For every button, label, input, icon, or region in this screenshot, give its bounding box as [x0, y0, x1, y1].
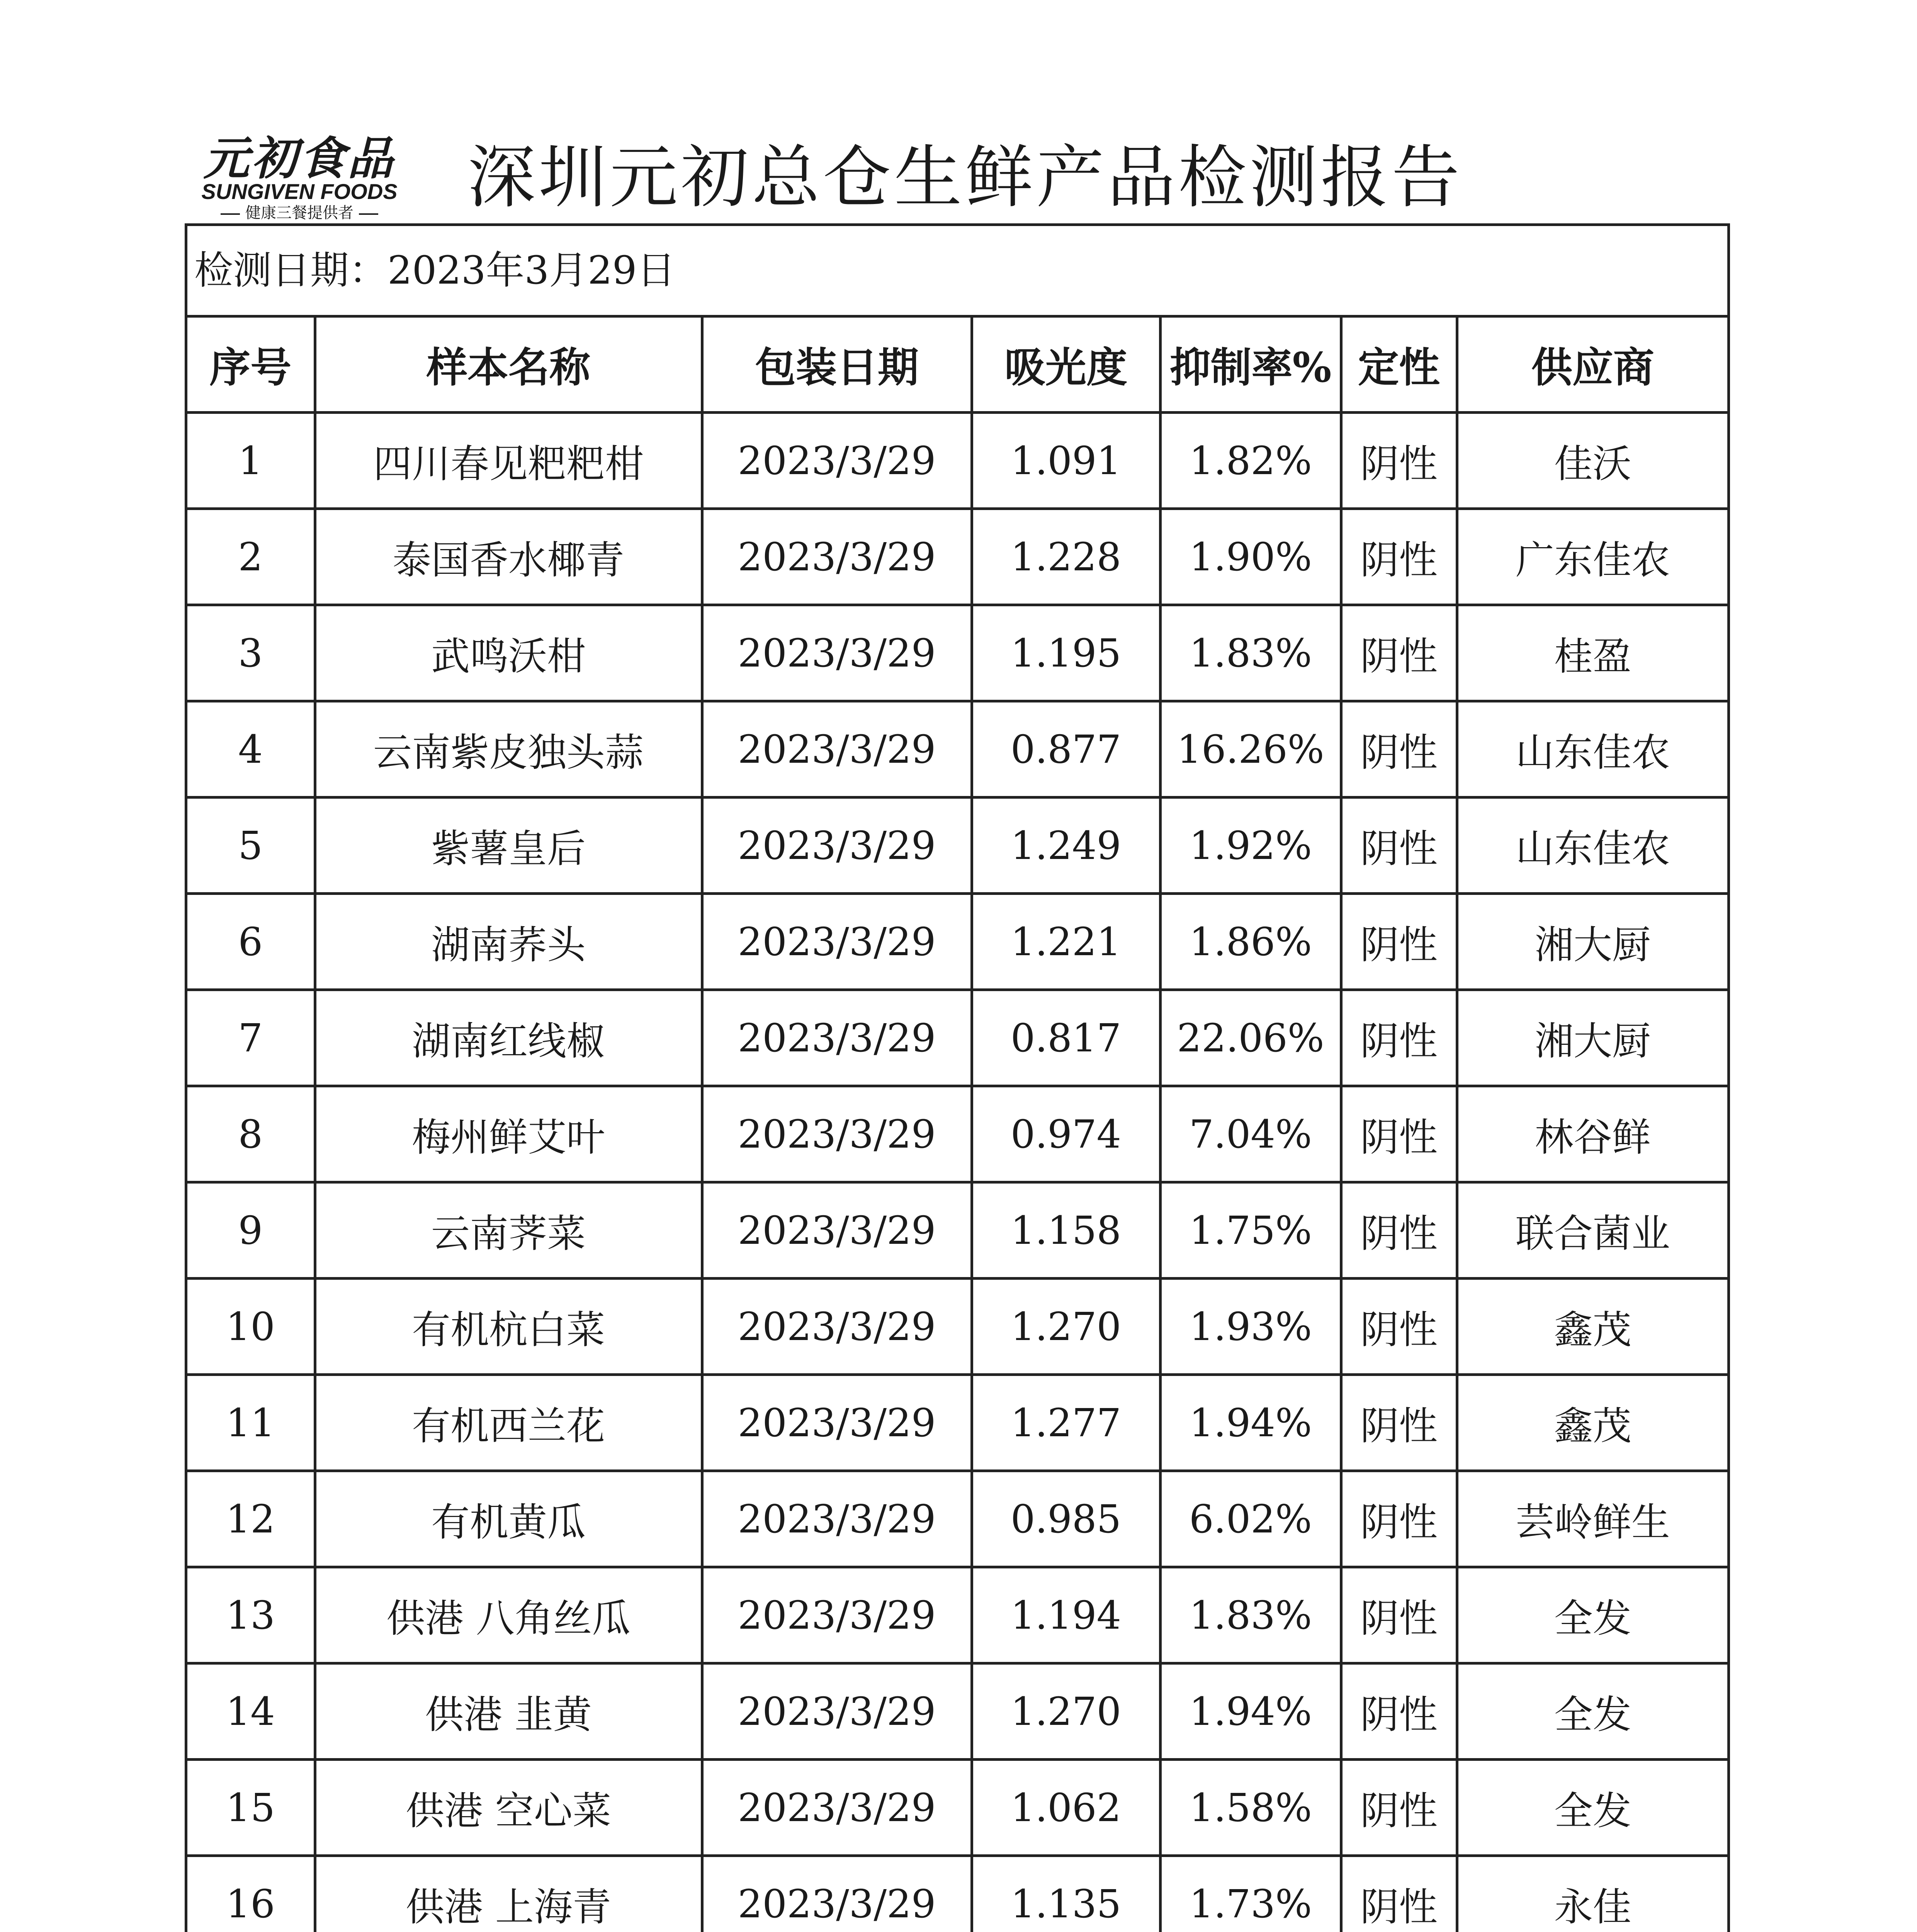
qualitative-result: 阴性	[1341, 1663, 1457, 1760]
qualitative-result: 阴性	[1341, 1760, 1457, 1856]
package-date: 2023/3/29	[702, 509, 972, 605]
table-row	[187, 1279, 1727, 1375]
package-date: 2023/3/29	[702, 1182, 972, 1279]
absorbance-value: 1.091	[972, 413, 1160, 509]
package-date: 2023/3/29	[702, 1471, 972, 1567]
package-date: 2023/3/29	[702, 701, 972, 798]
table-row	[187, 1567, 1727, 1663]
column-header: 吸光度	[972, 318, 1160, 413]
absorbance-value: 1.194	[972, 1567, 1160, 1663]
package-date: 2023/3/29	[702, 413, 972, 509]
absorbance-value: 0.877	[972, 701, 1160, 798]
sample-name: 供港 韭黄	[315, 1663, 702, 1760]
qualitative-result: 阴性	[1341, 701, 1457, 798]
qualitative-result: 阴性	[1341, 1086, 1457, 1182]
inhibition-rate: 1.73%	[1160, 1856, 1341, 1932]
row-number: 3	[187, 605, 315, 701]
table-header-row	[187, 318, 1727, 413]
inhibition-rate: 1.90%	[1160, 509, 1341, 605]
sample-name: 有机西兰花	[315, 1375, 702, 1471]
qualitative-result: 阴性	[1341, 1182, 1457, 1279]
supplier-name: 山东佳农	[1457, 798, 1727, 894]
row-number: 7	[187, 990, 315, 1086]
supplier-name: 佳沃	[1457, 413, 1727, 509]
supplier-name: 桂盈	[1457, 605, 1727, 701]
package-date: 2023/3/29	[702, 1663, 972, 1760]
qualitative-result: 阴性	[1341, 605, 1457, 701]
package-date: 2023/3/29	[702, 990, 972, 1086]
absorbance-value: 1.062	[972, 1760, 1160, 1856]
results-table	[187, 318, 1727, 1932]
company-logo	[178, 133, 421, 222]
package-date: 2023/3/29	[702, 1086, 972, 1182]
row-number: 14	[187, 1663, 315, 1760]
sample-name: 紫薯皇后	[315, 798, 702, 894]
supplier-name: 林谷鲜	[1457, 1086, 1727, 1182]
qualitative-result: 阴性	[1341, 509, 1457, 605]
inspection-date-row	[187, 226, 1727, 318]
row-number: 15	[187, 1760, 315, 1856]
qualitative-result: 阴性	[1341, 1279, 1457, 1375]
absorbance-value: 1.135	[972, 1856, 1160, 1932]
package-date: 2023/3/29	[702, 894, 972, 990]
package-date: 2023/3/29	[702, 798, 972, 894]
absorbance-value: 1.277	[972, 1375, 1160, 1471]
absorbance-value: 0.817	[972, 990, 1160, 1086]
column-header: 样本名称	[315, 318, 702, 413]
table-row	[187, 1856, 1727, 1932]
inhibition-rate: 1.58%	[1160, 1760, 1341, 1856]
inhibition-rate: 1.94%	[1160, 1375, 1341, 1471]
sample-name: 有机杭白菜	[315, 1279, 702, 1375]
supplier-name: 鑫茂	[1457, 1279, 1727, 1375]
row-number: 5	[187, 798, 315, 894]
inhibition-rate: 7.04%	[1160, 1086, 1341, 1182]
sample-name: 供港 上海青	[315, 1856, 702, 1932]
inhibition-rate: 1.82%	[1160, 413, 1341, 509]
sample-name: 供港 空心菜	[315, 1760, 702, 1856]
sample-name: 武鸣沃柑	[315, 605, 702, 701]
row-number: 11	[187, 1375, 315, 1471]
table-row	[187, 894, 1727, 990]
logo-english-name: SUNGIVEN FOODS	[201, 179, 398, 204]
sample-name: 梅州鲜艾叶	[315, 1086, 702, 1182]
absorbance-value: 1.270	[972, 1279, 1160, 1375]
qualitative-result: 阴性	[1341, 1375, 1457, 1471]
table-row	[187, 509, 1727, 605]
table-row	[187, 701, 1727, 798]
package-date: 2023/3/29	[702, 1279, 972, 1375]
sample-name: 云南荠菜	[315, 1182, 702, 1279]
report-frame	[185, 223, 1730, 1932]
supplier-name: 湘大厨	[1457, 990, 1727, 1086]
sample-name: 有机黄瓜	[315, 1471, 702, 1567]
table-row	[187, 413, 1727, 509]
sample-name: 供港 八角丝瓜	[315, 1567, 702, 1663]
table-row	[187, 1086, 1727, 1182]
sample-name: 泰国香水椰青	[315, 509, 702, 605]
inhibition-rate: 1.93%	[1160, 1279, 1341, 1375]
row-number: 16	[187, 1856, 315, 1932]
report-title: 深圳元初总仓生鲜产品检测报告	[467, 138, 1463, 217]
sample-name: 四川春见粑粑柑	[315, 413, 702, 509]
qualitative-result: 阴性	[1341, 1856, 1457, 1932]
row-number: 8	[187, 1086, 315, 1182]
package-date: 2023/3/29	[702, 1567, 972, 1663]
absorbance-value: 1.195	[972, 605, 1160, 701]
column-header: 序号	[187, 318, 315, 413]
qualitative-result: 阴性	[1341, 413, 1457, 509]
inhibition-rate: 1.94%	[1160, 1663, 1341, 1760]
inhibition-rate: 1.83%	[1160, 605, 1341, 701]
qualitative-result: 阴性	[1341, 1567, 1457, 1663]
package-date: 2023/3/29	[702, 1856, 972, 1932]
supplier-name: 全发	[1457, 1567, 1727, 1663]
supplier-name: 广东佳农	[1457, 509, 1727, 605]
logo-chinese-name: 元初食品	[203, 131, 395, 185]
inhibition-rate: 1.86%	[1160, 894, 1341, 990]
date-label: 检测日期：	[194, 248, 387, 293]
table-row	[187, 1182, 1727, 1279]
logo-slogan: 健康三餐提供者	[178, 204, 421, 222]
absorbance-value: 0.985	[972, 1471, 1160, 1567]
table-row	[187, 1760, 1727, 1856]
table-row	[187, 1375, 1727, 1471]
sample-name: 湖南红线椒	[315, 990, 702, 1086]
qualitative-result: 阴性	[1341, 798, 1457, 894]
column-header: 包装日期	[702, 318, 972, 413]
supplier-name: 全发	[1457, 1663, 1727, 1760]
sample-name: 湖南荞头	[315, 894, 702, 990]
table-row	[187, 1471, 1727, 1567]
inhibition-rate: 6.02%	[1160, 1471, 1341, 1567]
row-number: 4	[187, 701, 315, 798]
sample-name: 云南紫皮独头蒜	[315, 701, 702, 798]
inhibition-rate: 1.83%	[1160, 1567, 1341, 1663]
column-header: 定性	[1341, 318, 1457, 413]
table-row	[187, 1663, 1727, 1760]
qualitative-result: 阴性	[1341, 990, 1457, 1086]
row-number: 10	[187, 1279, 315, 1375]
row-number: 9	[187, 1182, 315, 1279]
row-number: 12	[187, 1471, 315, 1567]
row-number: 1	[187, 413, 315, 509]
column-header: 供应商	[1457, 318, 1727, 413]
qualitative-result: 阴性	[1341, 894, 1457, 990]
supplier-name: 芸岭鲜生	[1457, 1471, 1727, 1567]
package-date: 2023/3/29	[702, 1760, 972, 1856]
absorbance-value: 1.249	[972, 798, 1160, 894]
qualitative-result: 阴性	[1341, 1471, 1457, 1567]
absorbance-value: 1.158	[972, 1182, 1160, 1279]
absorbance-value: 1.270	[972, 1663, 1160, 1760]
absorbance-value: 1.228	[972, 509, 1160, 605]
report-header	[0, 0, 1917, 232]
supplier-name: 全发	[1457, 1760, 1727, 1856]
inhibition-rate: 1.92%	[1160, 798, 1341, 894]
inhibition-rate: 22.06%	[1160, 990, 1341, 1086]
supplier-name: 山东佳农	[1457, 701, 1727, 798]
supplier-name: 湘大厨	[1457, 894, 1727, 990]
supplier-name: 鑫茂	[1457, 1375, 1727, 1471]
supplier-name: 联合菌业	[1457, 1182, 1727, 1279]
absorbance-value: 1.221	[972, 894, 1160, 990]
table-row	[187, 990, 1727, 1086]
package-date: 2023/3/29	[702, 605, 972, 701]
supplier-name: 永佳	[1457, 1856, 1727, 1932]
table-row	[187, 798, 1727, 894]
inhibition-rate: 1.75%	[1160, 1182, 1341, 1279]
package-date: 2023/3/29	[702, 1375, 972, 1471]
row-number: 6	[187, 894, 315, 990]
date-value: 2023年3月29日	[387, 248, 676, 293]
column-header: 抑制率%	[1160, 318, 1341, 413]
row-number: 2	[187, 509, 315, 605]
row-number: 13	[187, 1567, 315, 1663]
absorbance-value: 0.974	[972, 1086, 1160, 1182]
inhibition-rate: 16.26%	[1160, 701, 1341, 798]
table-row	[187, 605, 1727, 701]
